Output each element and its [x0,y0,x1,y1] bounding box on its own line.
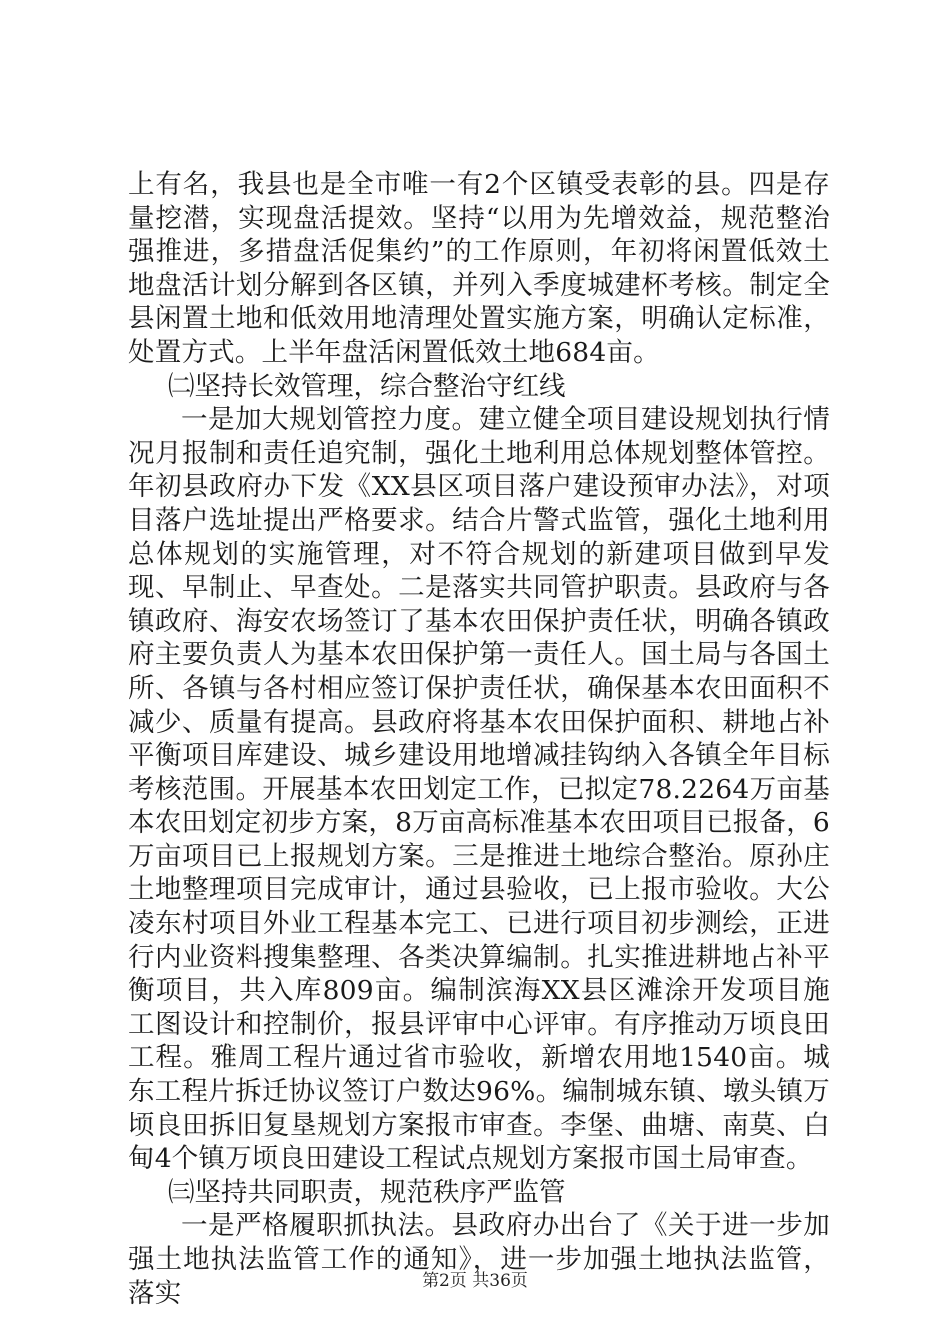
paragraph-continuation: 上有名，我县也是全市唯一有2个区镇受表彰的县。四是存量挖潜，实现盘活提效。坚持“以用为先增效益，规范整治强推进，多措盘活促集约”的工作原则，年初将闲置低效土地盘活计划分解到各区镇，并列入季度城建杯考核。制定全县闲置土地和低效用地清理处置实施方案，明确认定标准，处置方式。上半年盘活闲置低效土地684亩。 [128,169,830,368]
section-heading-3: ㈢坚持共同职责，规范秩序严监管 [168,1176,566,1208]
page-footer [0,1270,950,1292]
section-heading-2: ㈡坚持长效管理，综合整治守红线 [168,370,566,402]
document-body [128,168,830,1310]
paragraph-section-2: 一是加大规划管控力度。建立健全项目建设规划执行情况月报制和责任追究制，强化土地利用总体规划整体管控。年初县政府办下发《XX县区项目落户建设预审办法》，对项目落户选址提出严格要求。结合片警式监管，强化土地利用总体规划的实施管理，对不符合规划的新建项目做到早发现、早制止、早查处。二是落实共同管护职责。县政府与各镇政府、海安农场签订了基本农田保护责任状，明确各镇政府主要负责人为基本农田保护第一责任人。国土局与各国土所、各镇与各村相应签订保护责任状，确保基本农田面积不减少、质量有提高。县政府将基本农田保护面积、耕地占补平衡项目库建设、城乡建设用地增减挂钩纳入各镇全年目标考核范围。开展基本农田划定工作，已拟定78.2264万亩基本农田划定初步方案，8万亩高标准基本农田项目已报备，6万亩项目已上报规划方案。三是推进土地综合整治。原孙庄土地整理项目完成审计，通过县验收，已上报市验收。大公凌东村项目外业工程基本完工、已进行项目初步测绘，正进行内业资料搜集整理、各类决算编制。扎实推进耕地占补平衡项目，共入库809亩。编制滨海XX县区滩涂开发项目施工图设计和控制价，报县评审中心评审。有序推动万顷良田工程。雅周工程片通过省市验收，新增农用地1540亩。城东工程片拆迁协议签订户数达96%。编制城东镇、墩头镇万顷良田拆旧复垦规划方案报市审查。李堡、曲塘、南莫、白甸4个镇万顷良田建设工程试点规划方案报市国土局审查。 [128,404,830,1175]
paragraph-section-3: 一是严格履职抓执法。县政府办出台了《关于进一步加强土地执法监管工作的通知》，进一步加强土地执法监管，落实 [128,1210,830,1309]
page-number: 第2页 共36页 [422,1271,528,1291]
